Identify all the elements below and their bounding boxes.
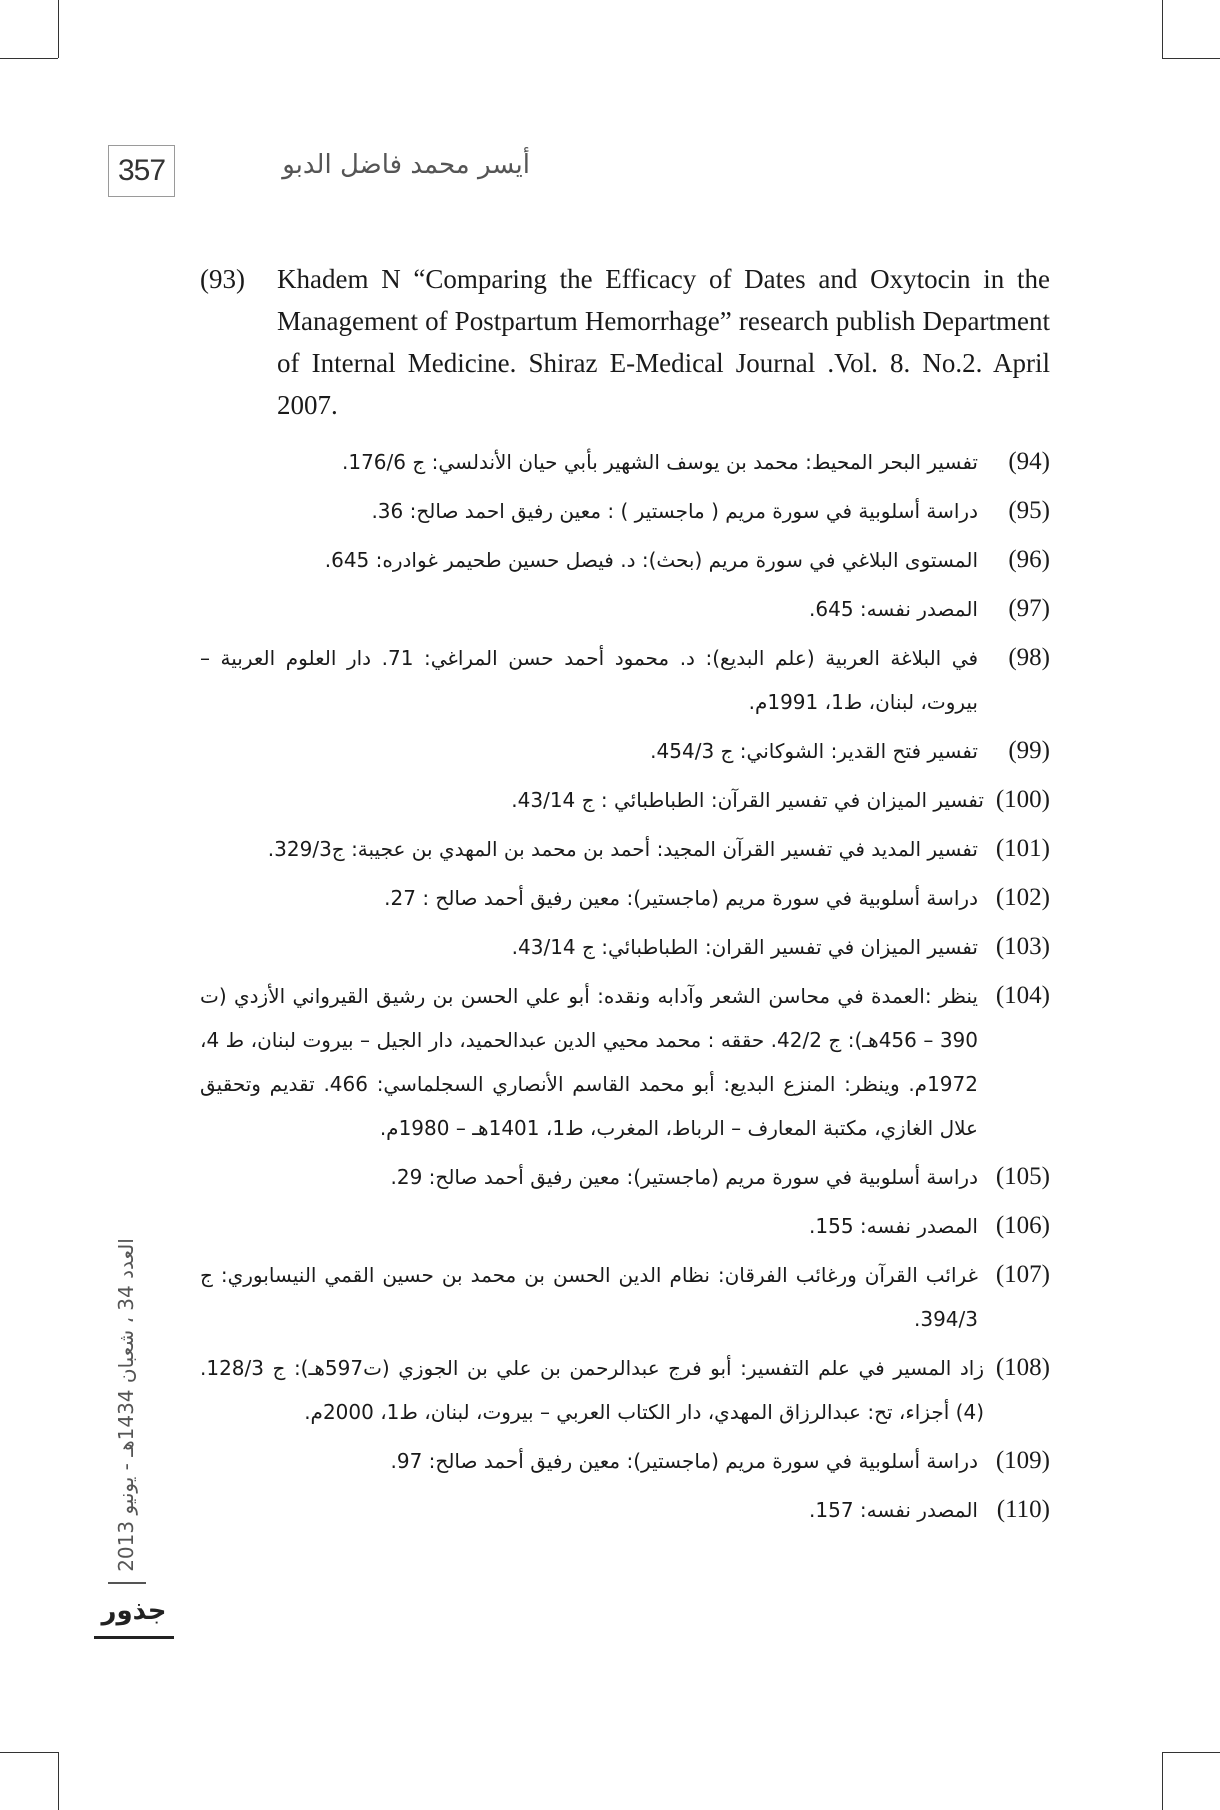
reference-text: المصدر نفسه: 645.	[809, 597, 978, 621]
reference-number: (106)	[995, 1212, 1050, 1239]
reference-number: (98)	[1008, 644, 1050, 671]
crop-mark	[58, 0, 59, 58]
reference-item	[200, 827, 1050, 871]
crop-mark	[1162, 1752, 1220, 1753]
reference-item	[200, 489, 1050, 533]
reference-text: تفسير فتح القدير: الشوكاني: ج 454/3.	[650, 739, 978, 763]
reference-number: (94)	[1008, 448, 1050, 475]
issue-text: العدد 34 ، شعبان 1434هـ - يونيو 2013	[114, 1238, 138, 1572]
crop-mark	[1162, 0, 1163, 58]
reference-item	[200, 925, 1050, 969]
crop-mark	[58, 1752, 59, 1810]
reference-item	[200, 440, 1050, 484]
reference-text: Khadem N “Comparing the Efficacy of Dates and Oxytocin in the Management of Postpartum Hemorrhage” research publish Department of Internal Medicine. Shiraz E-Medical Journal .Vol. 8. No.2. April 2007.	[277, 264, 1050, 420]
running-header: أيسر محمد فاضل الدبو	[282, 150, 530, 180]
reference-number: (102)	[995, 884, 1050, 911]
journal-logo: جذور	[94, 1596, 174, 1639]
reference-text: تفسير الميزان في تفسير القران: الطباطبائي: ج 43/14.	[511, 935, 978, 959]
reference-text: دراسة أسلوبية في سورة مريم (ماجستير): معين رفيق أحمد صالح: 29.	[390, 1165, 978, 1189]
reference-number: (105)	[995, 1163, 1050, 1190]
reference-item	[200, 258, 1050, 426]
crop-mark	[0, 1752, 58, 1753]
reference-text: غرائب القرآن ورغائب الفرقان: نظام الدين الحسن بن محمد بن حسين القمي النيسابوري: ج 394/3.	[200, 1263, 978, 1331]
crop-mark	[0, 58, 58, 59]
crop-mark	[1162, 58, 1220, 59]
reference-number: (103)	[995, 933, 1050, 960]
reference-item	[200, 538, 1050, 582]
reference-item	[200, 1253, 1050, 1341]
reference-number: (99)	[1008, 737, 1050, 764]
reference-item	[200, 1155, 1050, 1199]
issue-info	[108, 1170, 144, 1640]
reference-text: المستوى البلاغي في سورة مريم (بحث): د. فيصل حسين طحيمر غوادره: 645.	[324, 548, 978, 572]
reference-text: تفسير البحر المحيط: محمد بن يوسف الشهير بأبي حيان الأندلسي: ج 176/6.	[341, 450, 978, 474]
reference-text: دراسة أسلوبية في سورة مريم ( ماجستير ) : معين رفيق احمد صالح: 36.	[371, 499, 978, 523]
page-number: 357	[108, 145, 175, 197]
reference-text: تفسير المديد في تفسير القرآن المجيد: أحمد بن محمد بن المهدي بن عجيبة: ج329/3.	[267, 837, 978, 861]
reference-number: (97)	[1008, 595, 1050, 622]
reference-number: (108)	[995, 1354, 1050, 1381]
reference-number: (101)	[995, 835, 1050, 862]
reference-item	[200, 1488, 1050, 1532]
reference-number: (100)	[995, 786, 1050, 813]
reference-text: المصدر نفسه: 155.	[809, 1214, 978, 1238]
reference-number: (95)	[1008, 497, 1050, 524]
reference-item	[200, 587, 1050, 631]
divider	[108, 1582, 146, 1584]
reference-text: في البلاغة العربية (علم البديع): د. محمود أحمد حسن المراغي: 71. دار العلوم العربية – بيروت، لبنان، ط1، 1991م.	[200, 646, 979, 714]
reference-item	[200, 778, 1050, 822]
reference-text: دراسة أسلوبية في سورة مريم (ماجستير): معين رفيق أحمد صالح : 27.	[384, 886, 978, 910]
reference-item	[200, 876, 1050, 920]
reference-number: (107)	[995, 1261, 1050, 1288]
reference-text: دراسة أسلوبية في سورة مريم (ماجستير): معين رفيق أحمد صالح: 97.	[390, 1449, 978, 1473]
reference-number: (96)	[1008, 546, 1050, 573]
reference-text: زاد المسير في علم التفسير: أبو فرج عبدالرحمن بن علي بن الجوزي (ت597هـ): ج 128/3. (4) أجزاء، تح: عبدالرزاق المهدي، دار الكتاب العربي – بيروت، لبنان، ط1، 2000م.	[200, 1356, 984, 1424]
reference-item	[200, 974, 1050, 1150]
crop-mark	[1162, 1752, 1163, 1810]
reference-item	[200, 1346, 1050, 1434]
reference-number: (110)	[996, 1496, 1050, 1523]
reference-text: ينظر :العمدة في محاسن الشعر وآدابه ونقده: أبو علي الحسن بن رشيق القيرواني الأزدي (ت 390 – 456هـ): ج 42/2. حققه : محمد محيي الدين عبدالحميد، دار الجيل – بيروت لبنان، ط 4، 1972م. وينظر: المنزع البديع: أبو محمد القاسم الأنصاري السجلماسي: 466. تقديم وتحقيق علال الغازي، مكتبة المعارف – الرباط، المغرب، ط1، 1401هـ – 1980م.	[200, 984, 978, 1140]
reference-item	[200, 636, 1050, 724]
reference-list	[200, 258, 1050, 1537]
reference-text: المصدر نفسه: 157.	[809, 1498, 978, 1522]
reference-text: تفسير الميزان في تفسير القرآن: الطباطبائي : ج 43/14.	[511, 788, 984, 812]
reference-item	[200, 729, 1050, 773]
reference-number: (93)	[200, 264, 245, 294]
reference-number: (109)	[995, 1447, 1050, 1474]
reference-item	[200, 1439, 1050, 1483]
reference-item	[200, 1204, 1050, 1248]
reference-number: (104)	[995, 982, 1050, 1009]
